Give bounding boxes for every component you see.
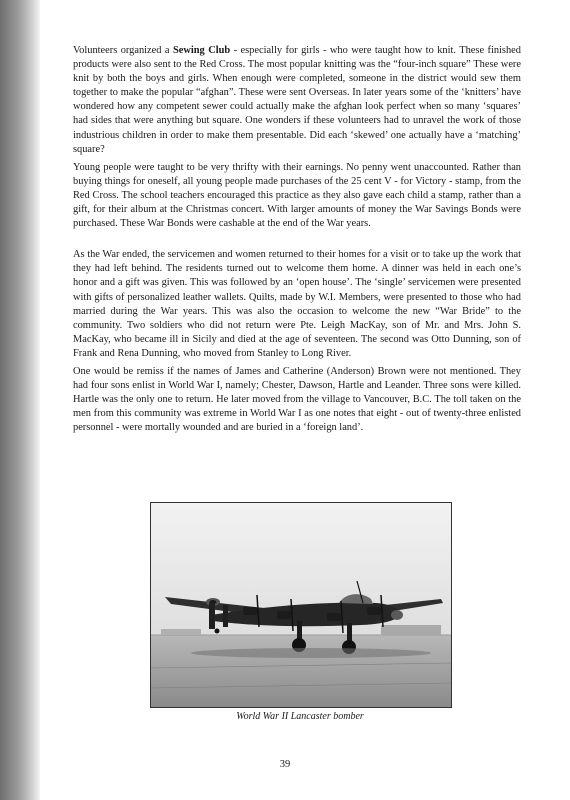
bold-term-sewing-club: Sewing Club [173,45,231,56]
paragraph-sewing-club [73,44,521,157]
paragraph-war-ended: As the War ended, the servicemen and women returned to their homes for a visit or to take up the work that they had left behind. The residents turned out to welcome them home. A dinner was held in each one’s honor and a gift was given. This was followed by an ‘open house’. The ‘single’ servicemen were presented with gifts of personalized leather wallets. Quilts, made by W.I. Members, were presented to those who had married during the War years. This was also the occasion to welcome the new “War Bride” to the community. Two soldiers who did not return were Pte. Leigh MacKay, son of Mr. and Mrs. John S. MacKay, who became ill in Sicily and died at the age of seventeen. The second was Otto Dunning, son of Frank and Rena Dunning, who moved from Stanley to Long River. [73,249,521,359]
paragraph-brown-family: One would be remiss if the names of James and Catherine (Anderson) Brown were not mentioned. They had four sons enlist in World War I, namely; Chester, Dawson, Hartle and Leander. Three sons were killed. Hartle was the only one to return. He later moved from the village to Vancouver, B.C. The toll taken on the men from this community was extreme in World War I as one notes that eight - out of twenty-three enlisted personnel - were mortally wounded and are buried in a ‘foreign land’. [73,365,521,434]
photo-caption: World War II Lancaster bomber [236,711,364,722]
paragraph-text: Volunteers organized a [73,45,173,56]
page-body [73,44,521,439]
paragraph-thrift: Young people were taught to be very thrifty with their earnings. No penny went unaccounted. Rather than buying things for oneself, all young people made purchases of the 25 cent V - for Victory - stamp, from the Red Cross. The school teachers encouraged this practice as they also gave each child a stamp, rather than a gift, for their album at the Christmas concert. With larger amounts of money the War Savings Bonds were purchased. These War Bonds were cashable at the end of the War years. [73,161,521,230]
aircraft-illustration [151,503,451,707]
paragraph-text: - especially for girls - who were taught how to knit. These finished products were also sent to the Red Cross. The most popular knitting was the “four-inch square” These were knit by both the boys and girls. When enough were completed, someone in the district would sew them together to make the popular “afghan”. These were sent Overseas. In later years some of the ‘knitters’ have wondered how any competent sewer could actually make the afghan look perfect when so many ‘squares’ had sides that were anything but square. One wonders if these volunteers had to unravel the work of those industrious children in order to make them presentable. Did each ‘skewed’ one actually have a ‘matching’ square? [73,45,521,155]
lancaster-bomber-photo [150,502,452,708]
page-number: 39 [279,759,291,770]
book-spine-shadow [0,0,40,800]
